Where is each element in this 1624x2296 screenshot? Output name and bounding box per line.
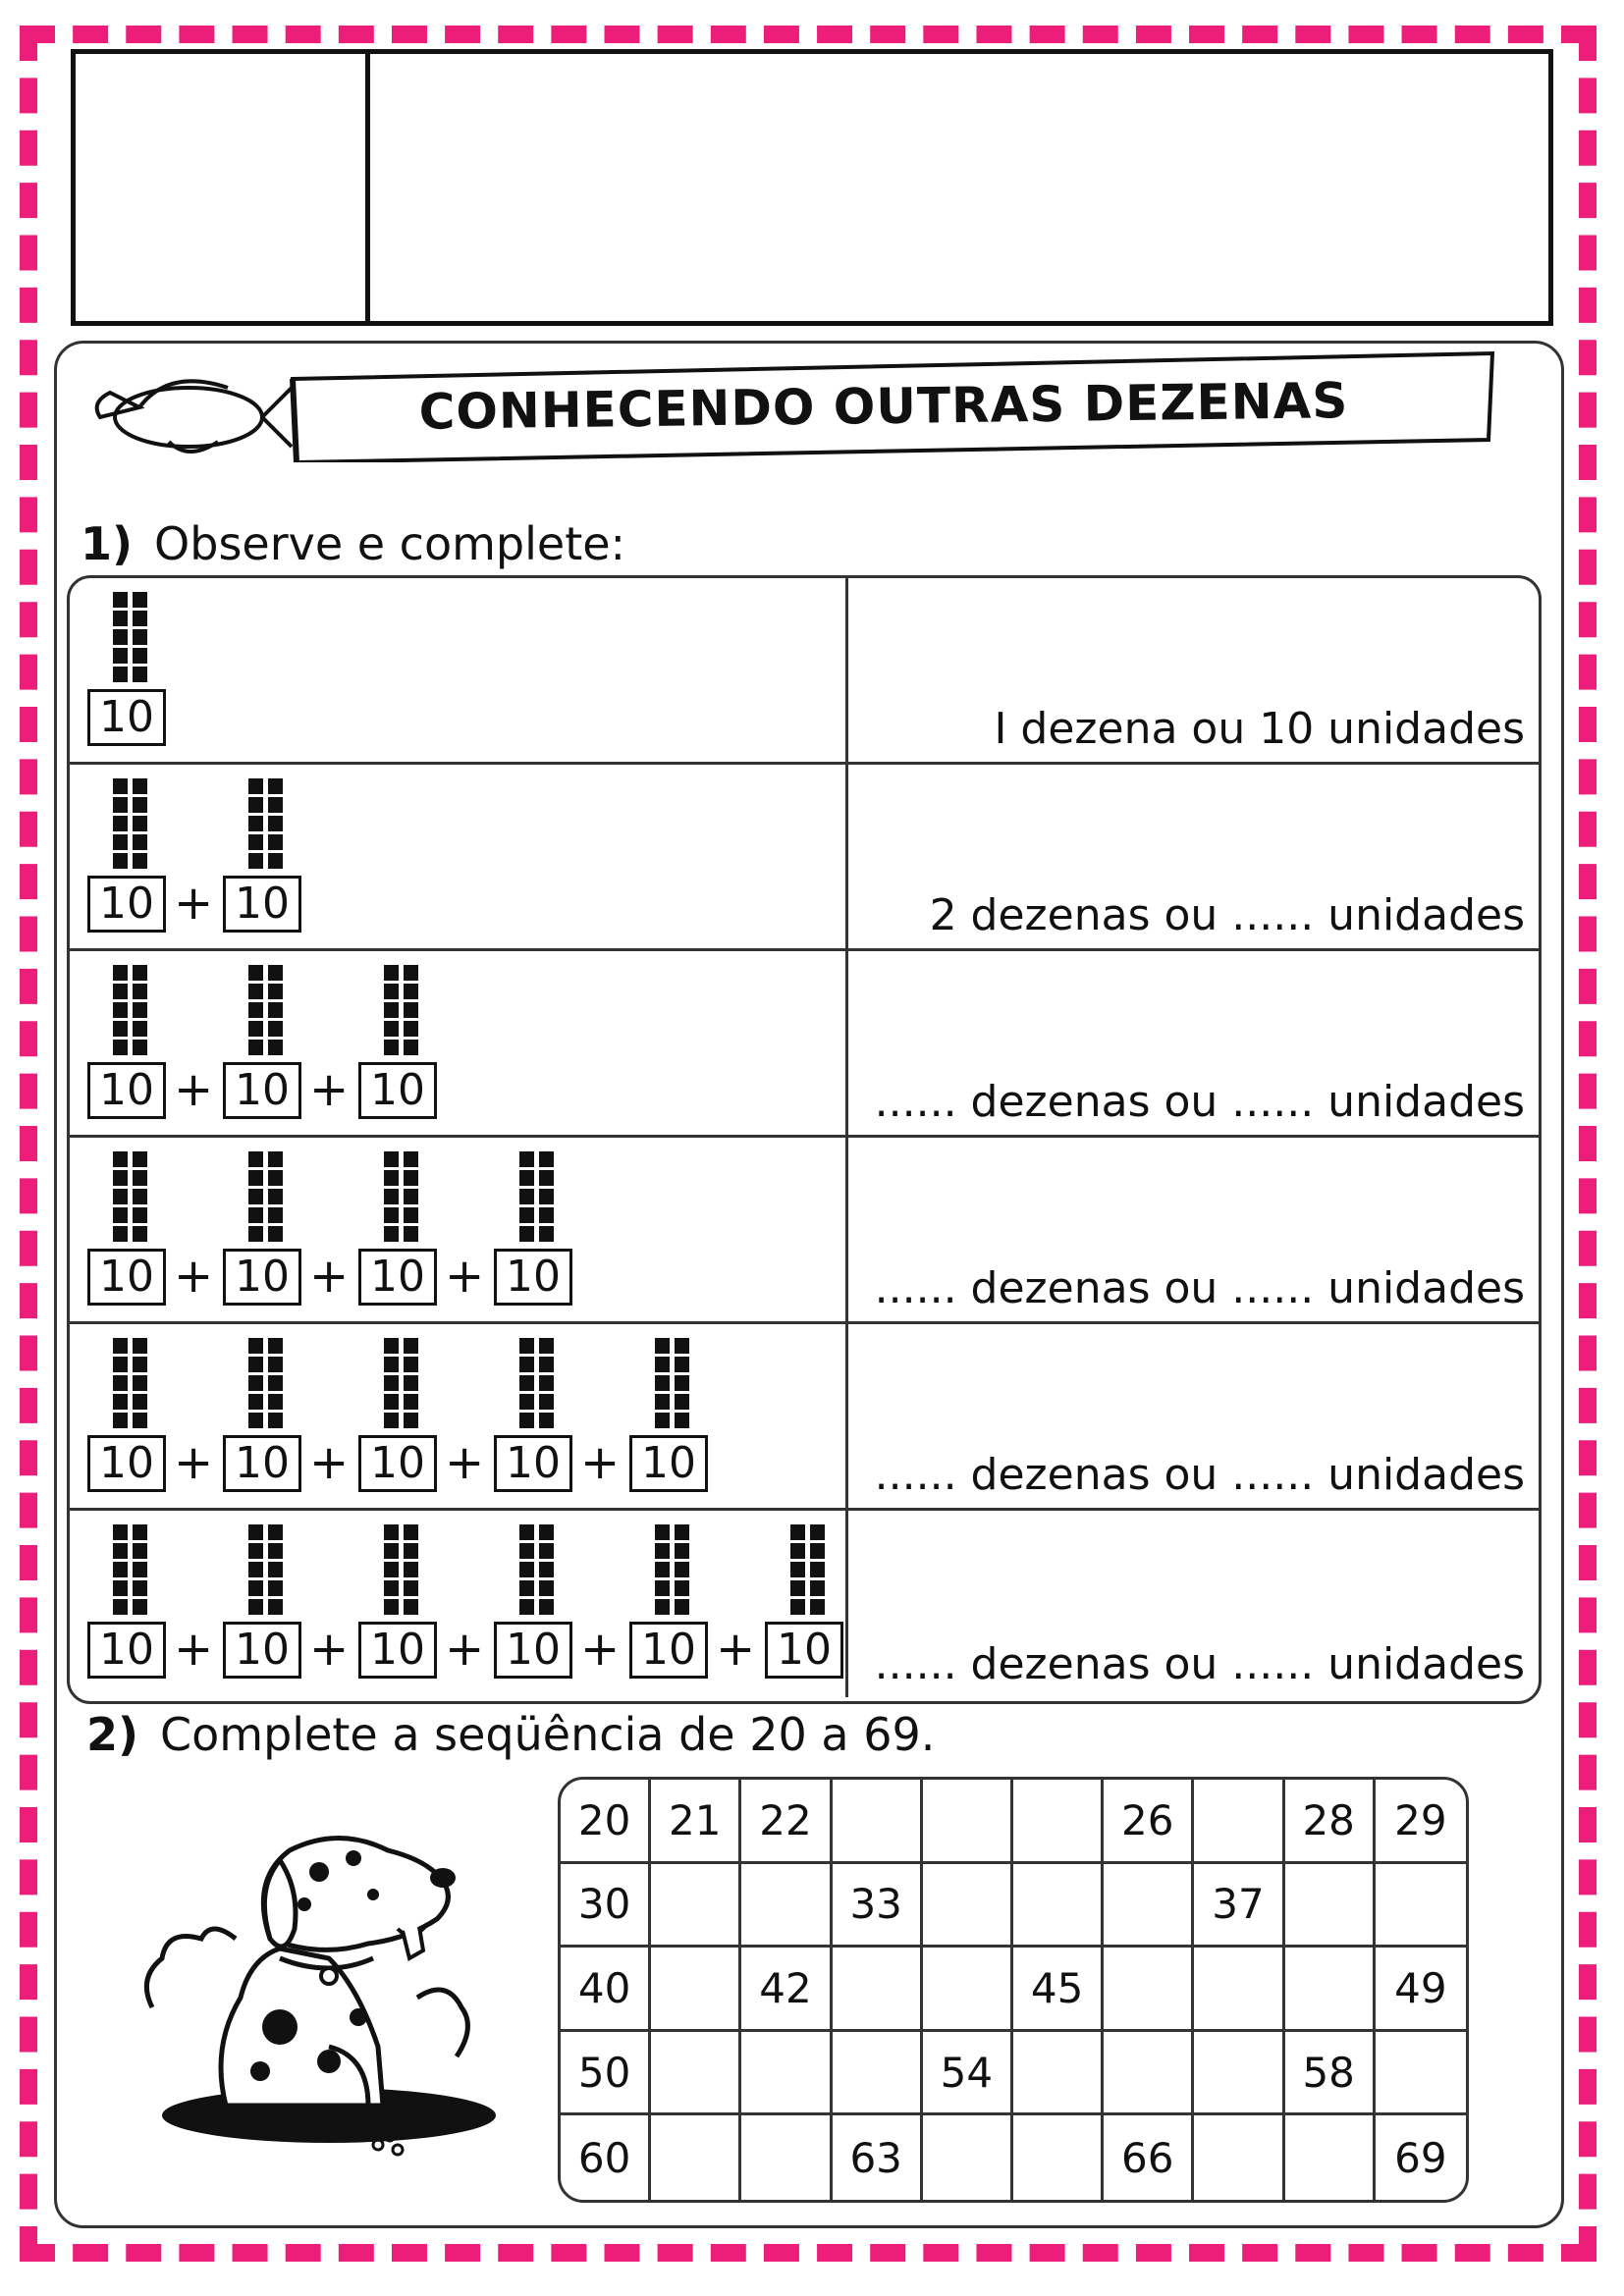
- column-divider: [845, 1511, 848, 1697]
- column-divider: [845, 951, 848, 1135]
- sequence-cell: 33: [833, 1864, 923, 1949]
- ten-box: 10: [765, 1622, 843, 1679]
- plus-sign: +: [309, 1622, 350, 1677]
- plus-sign: +: [716, 1622, 756, 1677]
- sequence-grid: [558, 1777, 1469, 2203]
- sequence-cell: 42: [741, 1948, 832, 2032]
- answer-phrase[interactable]: ...... dezenas ou ...... unidades: [874, 1077, 1525, 1127]
- question-2-number: 2): [86, 1708, 139, 1761]
- ten-bundle-icon: [109, 1336, 152, 1430]
- column-divider: [845, 765, 848, 948]
- answer-phrase[interactable]: 2 dezenas ou ...... unidades: [929, 890, 1525, 940]
- sequence-cell-empty[interactable]: [833, 2032, 923, 2116]
- sequence-cell: 40: [561, 1948, 651, 2032]
- bundle-group: [70, 1511, 845, 1697]
- sequence-cell: 20: [561, 1780, 651, 1864]
- ten-bundle-icon: [109, 590, 152, 684]
- column-divider: [845, 578, 848, 762]
- ten-bundle-icon: [515, 1522, 559, 1617]
- ten-box: 10: [87, 689, 166, 746]
- ten-box: 10: [358, 1062, 437, 1119]
- sequence-cell: 54: [923, 2032, 1013, 2116]
- bundle-group: [70, 578, 845, 765]
- column-divider: [845, 1324, 848, 1508]
- plus-sign: +: [580, 1622, 621, 1677]
- sequence-cell-empty[interactable]: [651, 1864, 741, 1949]
- tens-row: [70, 765, 1539, 951]
- sequence-cell-empty[interactable]: [1194, 1948, 1284, 2032]
- sequence-cell-empty[interactable]: [1376, 1864, 1466, 1949]
- question-2-text: Complete a seqüência de 20 a 69.: [160, 1708, 936, 1761]
- answer-phrase[interactable]: ...... dezenas ou ...... unidades: [874, 1263, 1525, 1313]
- plus-sign: +: [174, 876, 214, 931]
- sequence-cell: 60: [561, 2115, 651, 2200]
- tens-row: [70, 1511, 1539, 1697]
- sequence-cell: 30: [561, 1864, 651, 1949]
- plus-sign: +: [174, 1249, 214, 1304]
- ten-bundle-icon: [109, 776, 152, 871]
- answer-phrase[interactable]: ...... dezenas ou ...... unidades: [874, 1639, 1525, 1689]
- header-box: [71, 49, 1553, 326]
- ten-bundle-icon: [244, 1336, 288, 1430]
- plus-sign: +: [174, 1435, 214, 1490]
- sequence-cell: 45: [1013, 1948, 1104, 2032]
- question-1-number: 1): [81, 517, 134, 570]
- sequence-cell-empty[interactable]: [651, 2115, 741, 2200]
- sequence-cell-empty[interactable]: [1104, 2032, 1194, 2116]
- sequence-cell-empty[interactable]: [923, 1780, 1013, 1864]
- plus-sign: +: [309, 1435, 350, 1490]
- ten-box: 10: [223, 1435, 301, 1492]
- ten-box: 10: [629, 1622, 708, 1679]
- sequence-cell: 66: [1104, 2115, 1194, 2200]
- sequence-cell-empty[interactable]: [1013, 1780, 1104, 1864]
- bundle-group: [70, 1324, 845, 1511]
- ten-bundle-icon: [380, 963, 423, 1057]
- ten-bundle-icon: [380, 1336, 423, 1430]
- ten-bundle-icon: [380, 1149, 423, 1244]
- question-2-title: [86, 1708, 935, 1761]
- sequence-cell-empty[interactable]: [1194, 2032, 1284, 2116]
- sequence-cell-empty[interactable]: [1194, 1780, 1284, 1864]
- sequence-cell-empty[interactable]: [923, 1864, 1013, 1949]
- header-divider: [365, 54, 370, 321]
- ten-bundle-icon: [515, 1336, 559, 1430]
- plus-sign: +: [309, 1062, 350, 1117]
- bundle-group: [70, 765, 845, 951]
- sequence-cell-empty[interactable]: [923, 2115, 1013, 2200]
- plus-sign: +: [445, 1249, 485, 1304]
- sequence-cell-empty[interactable]: [1194, 2115, 1284, 2200]
- sequence-cell: 26: [1104, 1780, 1194, 1864]
- plus-sign: +: [309, 1249, 350, 1304]
- tens-row: [70, 578, 1539, 765]
- ten-bundle-icon: [109, 1522, 152, 1617]
- sequence-cell-empty[interactable]: [1285, 1948, 1376, 2032]
- sequence-cell-empty[interactable]: [741, 2032, 832, 2116]
- sequence-cell-empty[interactable]: [651, 1948, 741, 2032]
- ten-box: 10: [494, 1435, 572, 1492]
- ten-bundle-icon: [109, 1149, 152, 1244]
- ten-box: 10: [223, 1062, 301, 1119]
- sequence-cell-empty[interactable]: [1376, 2032, 1466, 2116]
- plus-sign: +: [445, 1435, 485, 1490]
- answer-phrase[interactable]: ...... dezenas ou ...... unidades: [874, 1450, 1525, 1500]
- ten-box: 10: [494, 1249, 572, 1306]
- sequence-cell-empty[interactable]: [1013, 1864, 1104, 1949]
- sequence-cell: 28: [1285, 1780, 1376, 1864]
- sequence-cell-empty[interactable]: [1285, 1864, 1376, 1949]
- sequence-cell: 50: [561, 2032, 651, 2116]
- page-title: CONHECENDO OUTRAS DEZENAS: [418, 372, 1349, 441]
- sequence-cell-empty[interactable]: [1285, 2115, 1376, 2200]
- sequence-cell: 69: [1394, 2133, 1447, 2182]
- ten-bundle-icon: [515, 1149, 559, 1244]
- tens-row: [70, 951, 1539, 1138]
- sequence-cell-empty[interactable]: [1013, 2032, 1104, 2116]
- sequence-cell-empty[interactable]: [833, 1780, 923, 1864]
- plus-sign: +: [445, 1622, 485, 1677]
- tens-row: [70, 1324, 1539, 1511]
- bundle-group: [70, 1138, 845, 1324]
- plus-sign: +: [174, 1622, 214, 1677]
- column-divider: [845, 1138, 848, 1321]
- sequence-cell: 37: [1194, 1864, 1284, 1949]
- plus-sign: +: [580, 1435, 621, 1490]
- sequence-cell-empty[interactable]: [651, 2032, 741, 2116]
- sequence-cell: 58: [1285, 2032, 1376, 2116]
- ten-box: 10: [223, 876, 301, 933]
- ten-box: 10: [87, 1622, 166, 1679]
- sequence-cell-empty[interactable]: [923, 1948, 1013, 2032]
- plus-sign: +: [174, 1062, 214, 1117]
- dog-illustration: [133, 1821, 525, 2174]
- ten-bundle-icon: [244, 963, 288, 1057]
- ten-bundle-icon: [651, 1522, 694, 1617]
- answer-phrase[interactable]: I dezena ou 10 unidades: [994, 704, 1525, 754]
- sequence-cell: 21: [651, 1780, 741, 1864]
- ten-box: 10: [87, 1249, 166, 1306]
- airplane-icon: [81, 348, 297, 466]
- ten-bundle-icon: [244, 1522, 288, 1617]
- ten-box: 10: [223, 1249, 301, 1306]
- tens-table: [67, 575, 1542, 1704]
- sequence-cell-empty[interactable]: [741, 2115, 832, 2200]
- ten-box: 10: [629, 1435, 708, 1492]
- question-1-text: Observe e complete:: [154, 517, 626, 570]
- ten-box: 10: [358, 1435, 437, 1492]
- bundle-group: [70, 951, 845, 1138]
- ten-box: 10: [358, 1622, 437, 1679]
- ten-bundle-icon: [244, 776, 288, 871]
- ten-bundle-icon: [786, 1522, 830, 1617]
- tens-row: [70, 1138, 1539, 1324]
- ten-bundle-icon: [380, 1522, 423, 1617]
- ten-box: 10: [358, 1249, 437, 1306]
- ten-bundle-icon: [109, 963, 152, 1057]
- ten-box: 10: [87, 876, 166, 933]
- sequence-cell: 63: [833, 2115, 923, 2200]
- sequence-cell-empty[interactable]: [1013, 2115, 1104, 2200]
- sequence-cell-empty[interactable]: [833, 1948, 923, 2032]
- ten-box: 10: [87, 1435, 166, 1492]
- sequence-cell: 49: [1376, 1948, 1466, 2032]
- sequence-cell-empty[interactable]: [741, 1864, 832, 1949]
- ten-bundle-icon: [244, 1149, 288, 1244]
- sequence-cell: 29: [1376, 1780, 1466, 1864]
- ten-box: 10: [87, 1062, 166, 1119]
- sequence-cell: 22: [741, 1780, 832, 1864]
- sequence-cell-empty[interactable]: [1104, 1864, 1194, 1949]
- ten-box: 10: [494, 1622, 572, 1679]
- sequence-cell-empty[interactable]: [1104, 1948, 1194, 2032]
- question-1-title: [81, 517, 625, 570]
- ten-box: 10: [223, 1622, 301, 1679]
- ten-bundle-icon: [651, 1336, 694, 1430]
